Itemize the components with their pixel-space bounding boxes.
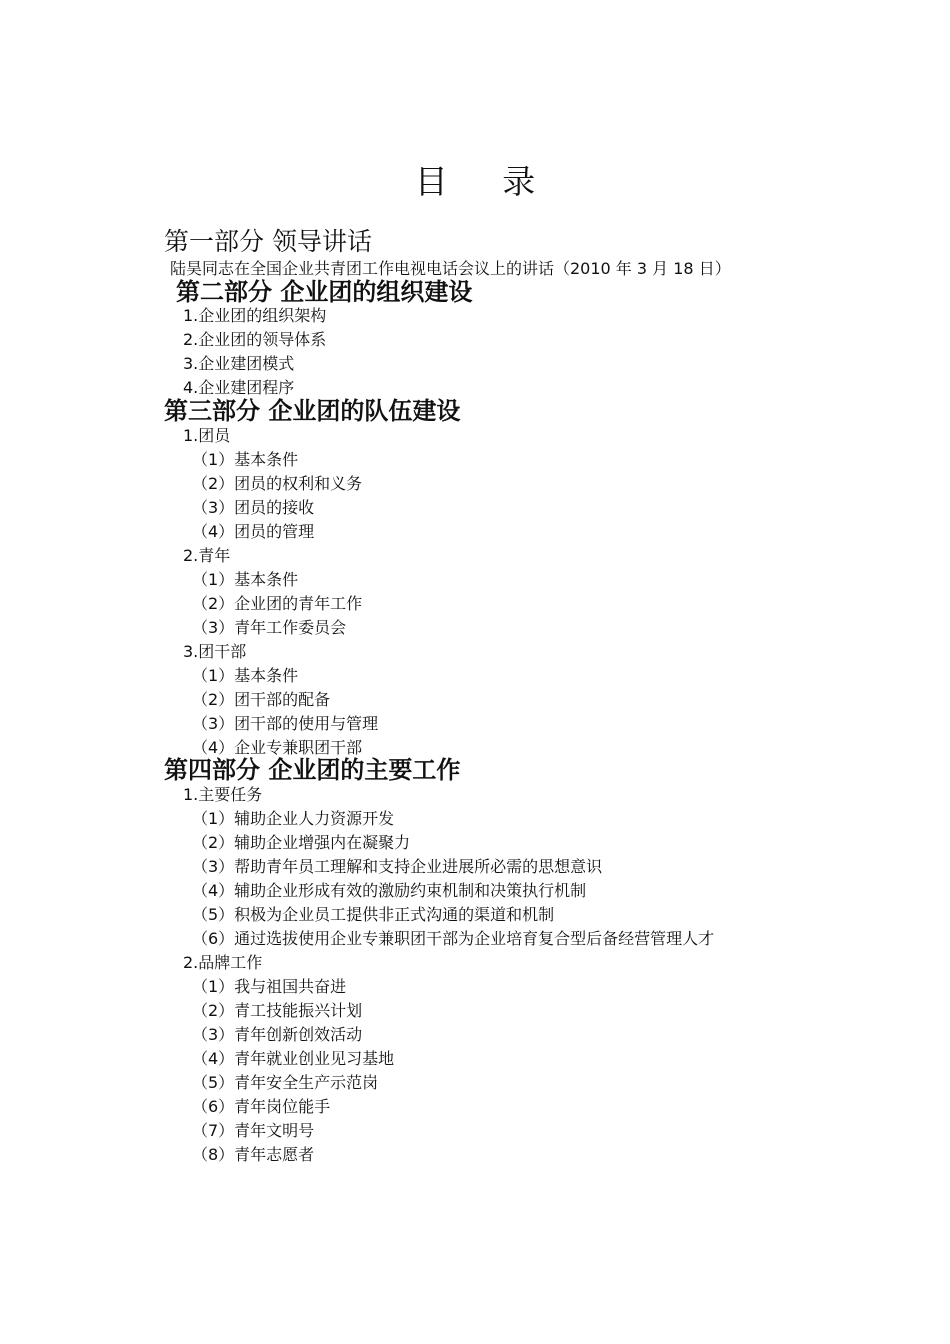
- toc-entry: （2）团员的权利和义务: [192, 474, 363, 493]
- toc-entry: （2）青工技能振兴计划: [192, 1001, 363, 1020]
- toc-entry: （1）基本条件: [192, 570, 299, 589]
- toc-entry: 4.企业建团程序: [183, 378, 295, 397]
- part3-heading: 第三部分 企业团的队伍建设: [164, 397, 461, 425]
- toc-entry: （6）通过选拔使用企业专兼职团干部为企业培育复合型后备经营管理人才: [192, 929, 715, 948]
- toc-entry: （5）青年安全生产示范岗: [192, 1073, 379, 1092]
- part1-speech: 陆昊同志在全国企业共青团工作电视电话会议上的讲话（2010 年 3 月 18 日）: [170, 259, 731, 278]
- toc-entry: （4）青年就业创业见习基地: [192, 1049, 395, 1068]
- toc-section: 1.主要任务: [183, 785, 263, 804]
- toc-section: 1.团员: [183, 426, 231, 445]
- part2-heading: 第二部分 企业团的组织建设: [176, 278, 473, 306]
- toc-entry: （4）团员的管理: [192, 522, 315, 541]
- toc-entry: （2）企业团的青年工作: [192, 594, 363, 613]
- toc-entry: （4）辅助企业形成有效的激励约束机制和决策执行机制: [192, 881, 587, 900]
- toc-entry: 3.企业建团模式: [183, 354, 295, 373]
- toc-entry: （5）积极为企业员工提供非正式沟通的渠道和机制: [192, 905, 555, 924]
- toc-entry: （3）团干部的使用与管理: [192, 714, 379, 733]
- toc-entry: （3）青年工作委员会: [192, 618, 347, 637]
- toc-entry: （7）青年文明号: [192, 1121, 315, 1140]
- toc-entry: （1）基本条件: [192, 450, 299, 469]
- toc-section: 3.团干部: [183, 642, 247, 661]
- toc-entry: （2）辅助企业增强内在凝聚力: [192, 833, 411, 852]
- toc-section: 2.品牌工作: [183, 953, 263, 972]
- part4-heading: 第四部分 企业团的主要工作: [164, 756, 461, 784]
- part1-heading: 第一部分 领导讲话: [164, 227, 372, 256]
- toc-entry: （1）辅助企业人力资源开发: [192, 809, 395, 828]
- toc-title: 目 录: [414, 162, 558, 201]
- toc-entry: 1.企业团的组织架构: [183, 306, 327, 325]
- toc-entry: （1）基本条件: [192, 666, 299, 685]
- toc-entry: 2.企业团的领导体系: [183, 330, 327, 349]
- toc-entry: （1）我与祖国共奋进: [192, 977, 347, 996]
- toc-entry: （3）团员的接收: [192, 498, 315, 517]
- toc-entry: （2）团干部的配备: [192, 690, 331, 709]
- toc-entry: （6）青年岗位能手: [192, 1097, 331, 1116]
- toc-entry: （8）青年志愿者: [192, 1145, 315, 1164]
- toc-section: 2.青年: [183, 546, 231, 565]
- toc-entry: （3）帮助青年员工理解和支持企业进展所必需的思想意识: [192, 857, 603, 876]
- toc-entry: （4）企业专兼职团干部: [192, 738, 363, 757]
- toc-entry: （3）青年创新创效活动: [192, 1025, 363, 1044]
